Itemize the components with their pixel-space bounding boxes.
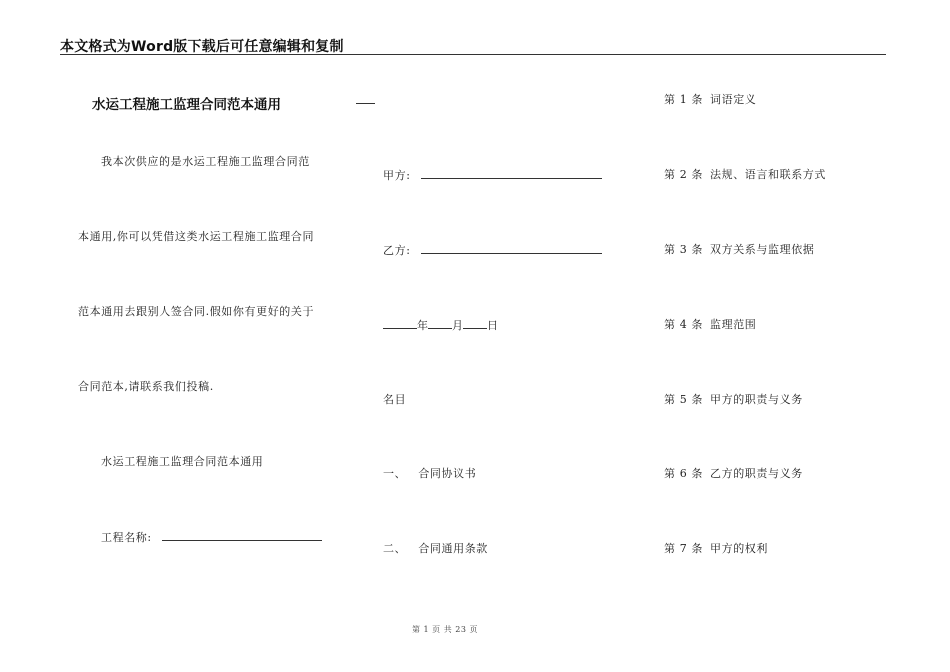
clause-item	[664, 168, 826, 181]
clause-number: 第 2 条	[664, 168, 703, 181]
page-footer: 第 1 页 共 23 页	[412, 625, 478, 634]
day-label: 日	[487, 319, 498, 332]
clause-label: 法规、语言和联系方式	[710, 168, 826, 181]
clause-number: 第 6 条	[664, 467, 703, 480]
document-title: 水运工程施工监理合同范本通用	[92, 97, 281, 113]
party-b-label: 乙方:	[383, 244, 411, 257]
clause-item	[664, 542, 768, 555]
clause-label: 甲方的职责与义务	[710, 393, 803, 406]
clause-item	[664, 393, 803, 406]
intro-line-1: 我本次供应的是水运工程施工监理合同范	[101, 155, 310, 168]
intro-line-3: 范本通用去跟别人签合同.假如你有更好的关于	[78, 305, 315, 318]
clause-label: 监理范围	[710, 318, 757, 331]
clause-number: 第 7 条	[664, 542, 703, 555]
clause-item	[664, 93, 756, 106]
clause-label: 双方关系与监理依据	[710, 243, 815, 256]
header-text: 本文格式为Word版下载后可任意编辑和复制	[60, 39, 344, 55]
party-b-blank[interactable]	[421, 243, 602, 254]
toc-item-number: 一、	[383, 467, 407, 480]
toc-item	[383, 467, 476, 480]
clause-number: 第 3 条	[664, 243, 703, 256]
day-blank[interactable]	[463, 318, 487, 329]
month-blank[interactable]	[428, 318, 452, 329]
intro-line-4: 合同范本,请联系我们投稿.	[78, 380, 214, 393]
clause-item	[664, 243, 814, 256]
title-dash	[356, 103, 375, 104]
page-header	[60, 36, 886, 55]
toc-item	[383, 542, 488, 555]
clause-number: 第 1 条	[664, 93, 703, 106]
clause-number: 第 4 条	[664, 318, 703, 331]
clause-item	[664, 318, 756, 331]
clause-label: 词语定义	[710, 93, 757, 106]
subtitle: 水运工程施工监理合同范本通用	[101, 455, 264, 468]
toc-item-number: 二、	[383, 542, 407, 555]
year-blank[interactable]	[383, 318, 417, 329]
toc-item-label: 合同协议书	[418, 467, 477, 480]
year-label: 年	[417, 319, 428, 332]
project-name-blank[interactable]	[162, 530, 322, 541]
clause-number: 第 5 条	[664, 393, 703, 406]
month-label: 月	[452, 319, 463, 332]
party-a-label: 甲方:	[383, 169, 411, 182]
toc-title: 名目	[383, 393, 407, 406]
intro-line-2: 本通用,你可以凭借这类水运工程施工监理合同	[78, 230, 315, 243]
clause-label: 甲方的权利	[710, 542, 768, 555]
project-name-row	[101, 530, 322, 544]
party-a-blank[interactable]	[421, 168, 602, 179]
party-b-row	[383, 243, 602, 257]
party-a-row	[383, 168, 602, 182]
toc-item-label: 合同通用条款	[418, 542, 488, 555]
clause-label: 乙方的职责与义务	[710, 467, 803, 480]
project-name-label: 工程名称:	[101, 531, 152, 544]
date-row	[383, 318, 498, 332]
clause-item	[664, 467, 803, 480]
